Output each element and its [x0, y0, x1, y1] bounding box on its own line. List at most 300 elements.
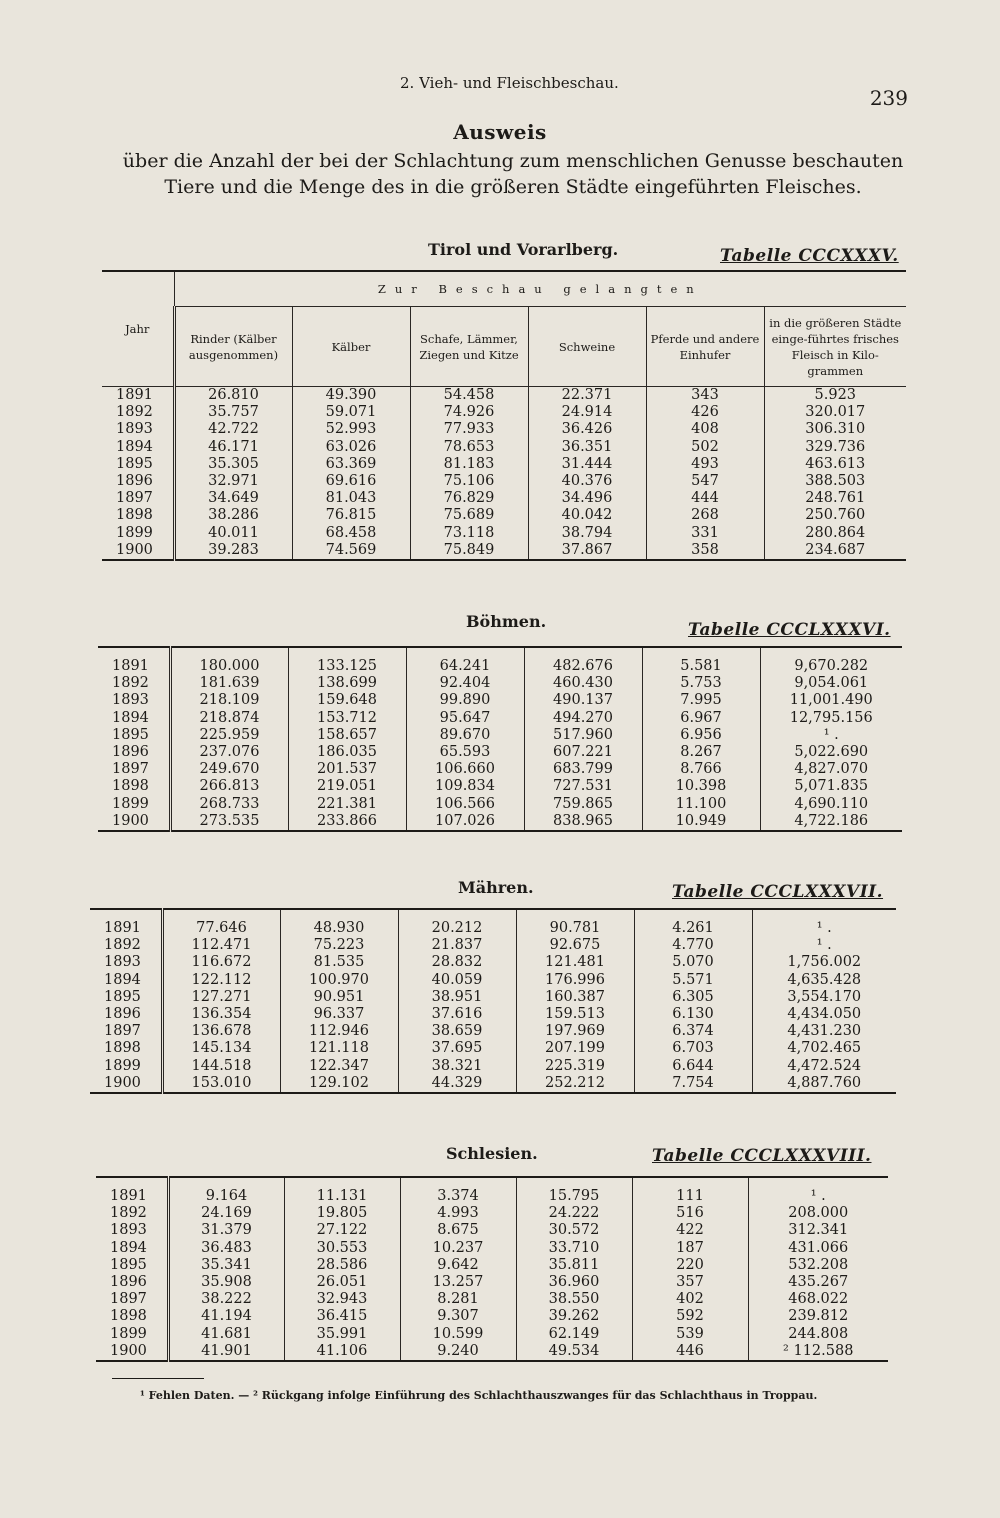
- fleisch-column: [764, 387, 906, 561]
- value-cell: 225.319: [545, 1057, 605, 1074]
- value-cell: 75.223: [313, 937, 365, 954]
- value-cell: ¹ .: [816, 937, 832, 954]
- value-cell: 33.710: [548, 1239, 600, 1256]
- table-number-schlesien: Tabelle CCCLXXXVIII.: [652, 1146, 872, 1166]
- value-cell: 65.593: [439, 744, 491, 761]
- value-cell: 9.164: [205, 1188, 248, 1204]
- value-cell: 6.305: [672, 988, 714, 1005]
- value-cell: 37.867: [561, 541, 613, 558]
- value-cell: 22.371: [561, 387, 613, 403]
- value-cell: 490.137: [553, 692, 613, 709]
- value-cell: 8.675: [437, 1222, 479, 1239]
- year-cell: 1897: [110, 1291, 147, 1308]
- year-cell: 1895: [116, 455, 153, 472]
- section-title-boehmen: Böhmen.: [466, 612, 547, 631]
- value-cell: 36.426: [561, 421, 613, 438]
- table-tirol: [102, 270, 906, 561]
- value-cell: 8.267: [680, 744, 722, 761]
- value-cell: 90.951: [313, 988, 365, 1005]
- value-cell: 444: [691, 490, 719, 507]
- value-cell: 5.923: [814, 387, 857, 403]
- year-cell: 1897: [112, 761, 149, 778]
- header-rinder: Rinder (Kälber ausgenommen): [174, 307, 292, 387]
- header-kaelber: Kälber: [292, 307, 410, 387]
- value-cell: 145.134: [191, 1040, 252, 1057]
- value-cell: 19.805: [316, 1205, 368, 1222]
- year-cell: 1893: [112, 692, 149, 709]
- value-cell: 116.672: [191, 954, 252, 971]
- value-cell: 35.341: [201, 1256, 252, 1273]
- pferde-column: [634, 909, 752, 1093]
- year-cell: 1893: [116, 421, 153, 438]
- value-cell: 4,690.110: [794, 795, 869, 812]
- pferde-column: [632, 1177, 748, 1361]
- value-cell: 494.270: [553, 709, 613, 726]
- page-title: Ausweis: [453, 120, 547, 144]
- value-cell: 408: [691, 421, 719, 438]
- value-cell: 20.212: [431, 920, 483, 936]
- value-cell: 36.960: [548, 1274, 600, 1291]
- value-cell: 3.374: [437, 1188, 479, 1204]
- table-number-boehmen: Tabelle CCCLXXXVI.: [688, 620, 891, 640]
- value-cell: 10.599: [432, 1325, 484, 1342]
- value-cell: 129.102: [309, 1074, 369, 1091]
- page-number: 239: [869, 86, 908, 110]
- value-cell: 244.808: [788, 1325, 849, 1342]
- table-number-maehren: Tabelle CCCLXXXVII.: [672, 882, 884, 902]
- year-cell: 1894: [112, 709, 149, 726]
- value-cell: 69.616: [325, 473, 377, 490]
- value-cell: 312.341: [788, 1222, 849, 1239]
- value-cell: 493: [691, 455, 719, 472]
- value-cell: 54.458: [443, 387, 495, 403]
- kaelber-column: [292, 387, 410, 561]
- value-cell: 329.736: [805, 438, 866, 455]
- year-cell: 1898: [104, 1040, 141, 1057]
- value-cell: 121.118: [309, 1040, 369, 1057]
- year-cell: 1895: [110, 1256, 147, 1273]
- rinder-column: [170, 647, 288, 831]
- value-cell: 107.026: [435, 812, 495, 829]
- value-cell: 127.271: [191, 988, 252, 1005]
- value-cell: 38.659: [431, 1023, 483, 1040]
- value-cell: 306.310: [805, 421, 866, 438]
- year-cell: 1893: [104, 954, 141, 971]
- value-cell: 357: [676, 1274, 704, 1291]
- value-cell: 4,722.186: [794, 812, 869, 829]
- value-cell: 9.240: [437, 1342, 479, 1359]
- value-cell: 221.381: [317, 795, 377, 812]
- value-cell: ² 112.588: [783, 1342, 854, 1359]
- value-cell: 158.657: [317, 726, 377, 743]
- year-cell: 1900: [104, 1074, 141, 1091]
- value-cell: 249.670: [199, 761, 260, 778]
- value-cell: 28.586: [316, 1256, 368, 1273]
- value-cell: 136.354: [191, 1006, 252, 1023]
- year-column: [98, 647, 170, 831]
- value-cell: 89.670: [439, 726, 491, 743]
- value-cell: 24.169: [201, 1205, 252, 1222]
- value-cell: 77.933: [443, 421, 495, 438]
- rinder-column: [174, 387, 292, 561]
- value-cell: 32.971: [208, 473, 259, 490]
- value-cell: 136.678: [191, 1023, 252, 1040]
- value-cell: 280.864: [805, 524, 866, 541]
- year-cell: 1896: [110, 1274, 147, 1291]
- value-cell: 75.689: [443, 507, 495, 524]
- footnote-divider: [112, 1378, 204, 1379]
- value-cell: 75.106: [443, 473, 495, 490]
- year-cell: 1898: [110, 1308, 147, 1325]
- value-cell: 81.043: [325, 490, 377, 507]
- value-cell: 36.483: [201, 1239, 252, 1256]
- value-cell: 266.813: [199, 778, 260, 795]
- value-cell: 35.305: [208, 455, 259, 472]
- year-cell: 1900: [110, 1342, 147, 1359]
- value-cell: 38.286: [208, 507, 259, 524]
- fleisch-column: [752, 909, 896, 1093]
- running-head: 2. Vieh- und Fleischbeschau.: [400, 74, 619, 92]
- year-column: [102, 387, 174, 561]
- value-cell: 4,434.050: [787, 1006, 862, 1023]
- value-cell: 160.387: [545, 988, 605, 1005]
- value-cell: 607.221: [553, 744, 613, 761]
- value-cell: 176.996: [545, 971, 605, 988]
- section-title-tirol: Tirol und Vorarlberg.: [428, 240, 619, 259]
- value-cell: 1,756.002: [787, 954, 862, 971]
- value-cell: ¹ .: [823, 726, 839, 743]
- value-cell: 7.754: [672, 1074, 714, 1091]
- value-cell: 34.649: [208, 490, 259, 507]
- value-cell: 153.010: [191, 1074, 252, 1091]
- value-cell: 463.613: [805, 455, 866, 472]
- value-cell: 517.960: [553, 726, 613, 743]
- value-cell: 42.722: [208, 421, 259, 438]
- value-cell: 64.241: [439, 658, 491, 674]
- header-schafe: Schafe, Lämmer, Ziegen und Kitze: [410, 307, 528, 387]
- value-cell: 5.753: [680, 675, 722, 692]
- value-cell: 402: [676, 1291, 704, 1308]
- value-cell: 482.676: [553, 658, 613, 674]
- year-cell: 1900: [112, 812, 149, 829]
- value-cell: 41.901: [201, 1342, 252, 1359]
- value-cell: 73.118: [443, 524, 495, 541]
- rinder-column: [168, 1177, 284, 1361]
- value-cell: 26.810: [208, 387, 259, 403]
- pferde-column: [646, 387, 764, 561]
- year-cell: 1892: [110, 1205, 147, 1222]
- value-cell: 435.267: [788, 1274, 849, 1291]
- value-cell: 225.959: [199, 726, 260, 743]
- value-cell: 39.262: [548, 1308, 600, 1325]
- value-cell: 31.379: [201, 1222, 252, 1239]
- value-cell: 52.993: [325, 421, 377, 438]
- value-cell: 112.946: [309, 1023, 369, 1040]
- value-cell: 4,431.230: [787, 1023, 862, 1040]
- value-cell: 9.642: [437, 1256, 479, 1273]
- value-cell: 7.995: [680, 692, 722, 709]
- value-cell: 122.347: [309, 1057, 369, 1074]
- value-cell: 6.967: [680, 709, 722, 726]
- value-cell: 181.639: [199, 675, 260, 692]
- value-cell: 74.569: [325, 541, 377, 558]
- value-cell: 8.281: [437, 1291, 479, 1308]
- header-group: Zur Beschau gelangten: [174, 271, 906, 307]
- value-cell: 4,702.465: [787, 1040, 862, 1057]
- table-schlesien: [96, 1176, 888, 1362]
- value-cell: 11.100: [675, 795, 727, 812]
- value-cell: 727.531: [553, 778, 613, 795]
- kaelber-column: [284, 1177, 400, 1361]
- value-cell: 99.890: [439, 692, 491, 709]
- value-cell: 92.404: [439, 675, 491, 692]
- value-cell: 220: [676, 1256, 704, 1273]
- value-cell: 426: [691, 404, 719, 421]
- value-cell: 4.770: [672, 937, 714, 954]
- value-cell: 40.042: [561, 507, 613, 524]
- section-title-schlesien: Schlesien.: [446, 1144, 538, 1163]
- value-cell: 320.017: [805, 404, 866, 421]
- value-cell: 109.834: [435, 778, 495, 795]
- year-cell: 1891: [104, 920, 141, 936]
- value-cell: 268: [691, 507, 719, 524]
- value-cell: 63.026: [325, 438, 377, 455]
- value-cell: 343: [691, 387, 719, 403]
- value-cell: 76.815: [325, 507, 377, 524]
- value-cell: 422: [676, 1222, 704, 1239]
- value-cell: 76.829: [443, 490, 495, 507]
- year-cell: 1895: [104, 988, 141, 1005]
- value-cell: 539: [676, 1325, 704, 1342]
- value-cell: 133.125: [317, 658, 377, 674]
- value-cell: 122.112: [191, 971, 252, 988]
- value-cell: 44.329: [431, 1074, 483, 1091]
- value-cell: 5,071.835: [794, 778, 869, 795]
- section-title-maehren: Mähren.: [458, 878, 534, 897]
- value-cell: 4,887.760: [787, 1074, 862, 1091]
- table-number-tirol: Tabelle CCCXXXV.: [720, 246, 899, 266]
- schafe-column: [410, 387, 528, 561]
- schafe-column: [400, 1177, 516, 1361]
- value-cell: 10.949: [675, 812, 727, 829]
- value-cell: 468.022: [788, 1291, 849, 1308]
- value-cell: 273.535: [199, 812, 260, 829]
- value-cell: 34.496: [561, 490, 613, 507]
- value-cell: 38.951: [431, 988, 483, 1005]
- value-cell: 35.908: [201, 1274, 252, 1291]
- value-cell: 100.970: [309, 971, 369, 988]
- value-cell: 36.415: [316, 1308, 368, 1325]
- year-cell: 1894: [104, 971, 141, 988]
- value-cell: 592: [676, 1308, 704, 1325]
- value-cell: 38.321: [431, 1057, 483, 1074]
- value-cell: 186.035: [317, 744, 377, 761]
- value-cell: 5.581: [680, 658, 722, 674]
- year-cell: 1891: [116, 387, 153, 403]
- year-cell: 1892: [104, 937, 141, 954]
- value-cell: 75.849: [443, 541, 495, 558]
- year-cell: 1899: [116, 524, 153, 541]
- value-cell: 77.646: [196, 920, 247, 936]
- value-cell: 6.956: [680, 726, 722, 743]
- value-cell: 6.130: [672, 1006, 714, 1023]
- value-cell: 197.969: [545, 1023, 605, 1040]
- page-subtitle: über die Anzahl der bei der Schlachtung zum menschlichen Genusse beschauten Tiere und die Menge des in die größeren Städte eingeführten Fleisches.: [122, 150, 904, 198]
- value-cell: 6.703: [672, 1040, 714, 1057]
- value-cell: 6.644: [672, 1057, 714, 1074]
- year-cell: 1899: [110, 1325, 147, 1342]
- value-cell: 9,054.061: [794, 675, 869, 692]
- value-cell: 159.513: [545, 1006, 605, 1023]
- value-cell: 37.695: [431, 1040, 483, 1057]
- year-cell: 1896: [116, 473, 153, 490]
- value-cell: 10.237: [432, 1239, 484, 1256]
- value-cell: 63.369: [325, 455, 377, 472]
- value-cell: 21.837: [431, 937, 483, 954]
- value-cell: 81.183: [443, 455, 495, 472]
- fleisch-column: [760, 647, 902, 831]
- value-cell: 248.761: [805, 490, 866, 507]
- value-cell: 48.930: [313, 920, 365, 936]
- value-cell: 26.051: [316, 1274, 368, 1291]
- table-boehmen: [98, 646, 902, 832]
- value-cell: 13.257: [432, 1274, 484, 1291]
- value-cell: 81.535: [313, 954, 365, 971]
- year-cell: 1893: [110, 1222, 147, 1239]
- value-cell: 252.212: [545, 1074, 605, 1091]
- value-cell: 5,022.690: [794, 744, 869, 761]
- value-cell: 4,635.428: [787, 971, 862, 988]
- value-cell: 11,001.490: [789, 692, 873, 709]
- kaelber-column: [280, 909, 398, 1093]
- value-cell: 4,827.070: [794, 761, 869, 778]
- value-cell: 388.503: [805, 473, 866, 490]
- value-cell: 28.832: [431, 954, 483, 971]
- value-cell: 532.208: [788, 1256, 849, 1273]
- value-cell: 96.337: [313, 1006, 365, 1023]
- schweine-column: [524, 647, 642, 831]
- value-cell: 838.965: [553, 812, 613, 829]
- header-fleisch: in die größeren Städte einge-führtes frisches Fleisch in Kilo-grammen: [764, 307, 906, 387]
- value-cell: 41.106: [316, 1342, 368, 1359]
- schweine-column: [516, 1177, 632, 1361]
- header-pferde: Pferde und andere Einhufer: [646, 307, 764, 387]
- value-cell: 30.572: [548, 1222, 600, 1239]
- value-cell: 30.553: [316, 1239, 368, 1256]
- year-cell: 1891: [110, 1188, 147, 1204]
- value-cell: 233.866: [317, 812, 377, 829]
- value-cell: 24.914: [561, 404, 613, 421]
- value-cell: 111: [676, 1188, 704, 1204]
- value-cell: 40.059: [431, 971, 483, 988]
- value-cell: 78.653: [443, 438, 495, 455]
- value-cell: 4.993: [437, 1205, 479, 1222]
- year-cell: 1898: [116, 507, 153, 524]
- value-cell: 9,670.282: [794, 658, 869, 674]
- value-cell: 4,472.524: [787, 1057, 862, 1074]
- year-cell: 1892: [116, 404, 153, 421]
- fleisch-column: [748, 1177, 888, 1361]
- value-cell: 74.926: [443, 404, 495, 421]
- value-cell: 9.307: [437, 1308, 479, 1325]
- value-cell: 683.799: [553, 761, 613, 778]
- value-cell: 239.812: [788, 1308, 849, 1325]
- value-cell: 4.261: [672, 920, 714, 936]
- value-cell: 219.051: [317, 778, 377, 795]
- year-cell: 1899: [112, 795, 149, 812]
- year-cell: 1892: [112, 675, 149, 692]
- value-cell: 112.471: [191, 937, 252, 954]
- year-cell: 1896: [112, 744, 149, 761]
- schweine-column: [528, 387, 646, 561]
- year-cell: 1894: [110, 1239, 147, 1256]
- value-cell: 27.122: [316, 1222, 368, 1239]
- schweine-column: [516, 909, 634, 1093]
- header-year: Jahr: [102, 271, 174, 387]
- value-cell: 24.222: [548, 1205, 600, 1222]
- value-cell: 38.550: [548, 1291, 600, 1308]
- value-cell: 358: [691, 541, 719, 558]
- value-cell: 3,554.170: [787, 988, 862, 1005]
- year-column: [90, 909, 162, 1093]
- table-maehren: [90, 908, 896, 1094]
- value-cell: 6.374: [672, 1023, 714, 1040]
- value-cell: 187: [676, 1239, 704, 1256]
- value-cell: 12,795.156: [789, 709, 873, 726]
- value-cell: 92.675: [549, 937, 601, 954]
- schafe-column: [406, 647, 524, 831]
- value-cell: 502: [691, 438, 719, 455]
- value-cell: 5.070: [672, 954, 714, 971]
- value-cell: 516: [676, 1205, 704, 1222]
- year-cell: 1896: [104, 1006, 141, 1023]
- value-cell: 250.760: [805, 507, 866, 524]
- year-cell: 1897: [116, 490, 153, 507]
- value-cell: 5.571: [672, 971, 714, 988]
- year-cell: 1897: [104, 1023, 141, 1040]
- value-cell: 153.712: [317, 709, 377, 726]
- kaelber-column: [288, 647, 406, 831]
- value-cell: 106.566: [435, 795, 495, 812]
- value-cell: 460.430: [553, 675, 613, 692]
- footnote: ¹ Fehlen Daten. — ² Rückgang infolge Einführung des Schlachthauszwanges für das Schlachthaus in Troppau.: [140, 1389, 818, 1402]
- value-cell: 431.066: [788, 1239, 849, 1256]
- value-cell: 95.647: [439, 709, 491, 726]
- value-cell: 208.000: [788, 1205, 849, 1222]
- value-cell: 35.757: [208, 404, 259, 421]
- value-cell: 10.398: [675, 778, 727, 795]
- value-cell: 144.518: [191, 1057, 252, 1074]
- value-cell: ¹ .: [810, 1188, 826, 1204]
- value-cell: 38.794: [561, 524, 613, 541]
- value-cell: 446: [676, 1342, 704, 1359]
- value-cell: 41.194: [201, 1308, 252, 1325]
- year-cell: 1900: [116, 541, 153, 558]
- value-cell: 138.699: [317, 675, 377, 692]
- value-cell: 759.865: [553, 795, 613, 812]
- value-cell: 121.481: [545, 954, 605, 971]
- value-cell: 32.943: [316, 1291, 368, 1308]
- value-cell: 8.766: [680, 761, 722, 778]
- value-cell: 106.660: [435, 761, 495, 778]
- year-cell: 1894: [116, 438, 153, 455]
- value-cell: 207.199: [545, 1040, 605, 1057]
- value-cell: 46.171: [208, 438, 259, 455]
- pferde-column: [642, 647, 760, 831]
- year-cell: 1891: [112, 658, 149, 674]
- value-cell: ¹ .: [816, 920, 832, 936]
- value-cell: 268.733: [199, 795, 260, 812]
